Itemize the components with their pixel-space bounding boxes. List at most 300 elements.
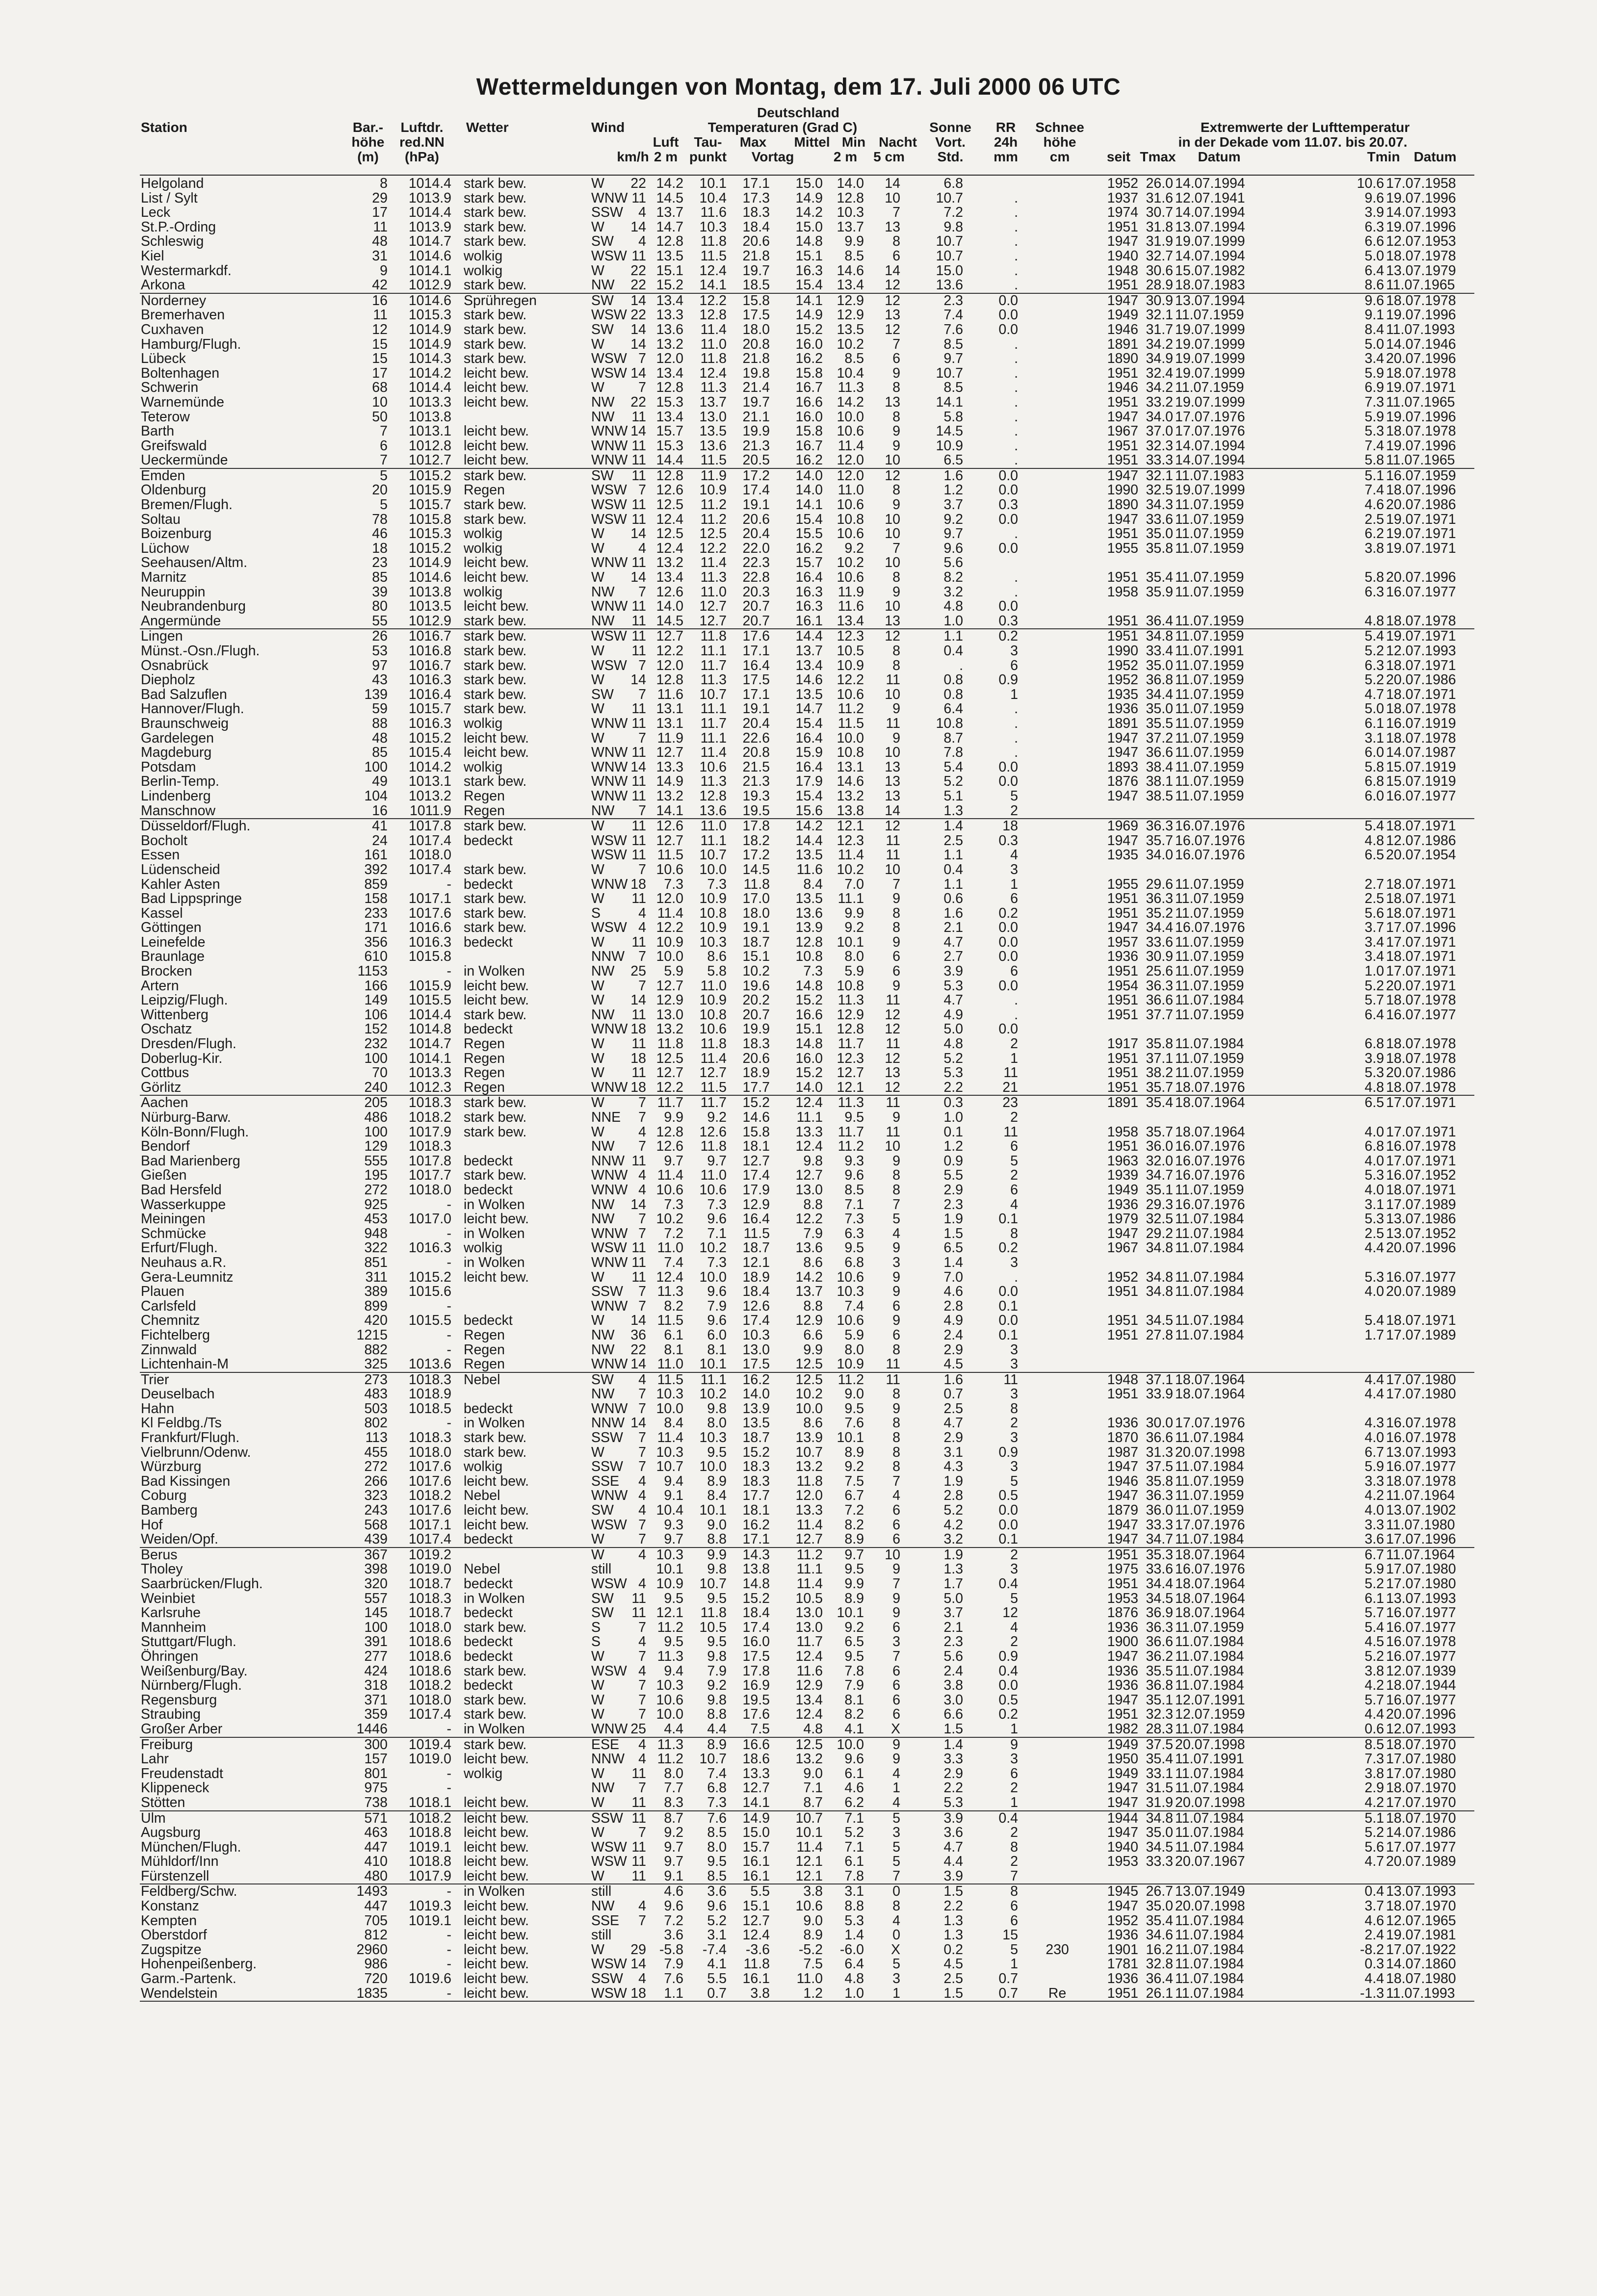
cell-tmax: 26.7	[1146, 1883, 1173, 1900]
cell-tmin: 3.7	[1364, 920, 1384, 936]
cell-min-5cm: 11	[886, 1036, 900, 1052]
cell-min-5cm: 10	[885, 745, 900, 761]
cell-min-5cm: 12	[885, 1050, 900, 1066]
cell-seit: 1947	[1107, 1825, 1138, 1841]
cell-min-5cm: 7	[892, 1196, 900, 1212]
cell-min-2m: 9.7	[844, 1547, 864, 1563]
cell-station: Leck	[141, 205, 171, 221]
cell-windrichtung: WNW	[591, 788, 628, 804]
cell-max-vortag: 22.6	[742, 730, 770, 746]
cell-mittel: 11.8	[796, 1473, 823, 1489]
cell-luftdruck: 1015.4	[408, 745, 451, 761]
cell-rr: .	[1014, 262, 1018, 279]
cell-luft-2m: 7.7	[664, 1780, 683, 1796]
cell-luftdruck: 1013.9	[408, 190, 451, 206]
cell-tmin: 4.0	[1364, 1182, 1384, 1198]
cell-sonne: 9.7	[943, 526, 963, 542]
cell-tmin-datum: 16.07.1977	[1386, 1459, 1456, 1475]
cell-rr: 0.4	[998, 1810, 1018, 1826]
cell-luftdruck: 1017.1	[408, 1517, 451, 1533]
cell-mittel: 12.4	[795, 1095, 823, 1111]
cell-min-2m: 7.6	[844, 1415, 864, 1431]
cell-mittel: 16.1	[795, 613, 823, 629]
cell-taupunkt: 7.3	[707, 1794, 727, 1810]
cell-sonne: 1.2	[943, 1138, 963, 1155]
cell-tmax: 35.5	[1146, 715, 1173, 731]
cell-wetter: in Wolken	[464, 963, 525, 980]
cell-max-vortag: 19.1	[742, 497, 770, 513]
cell-tmax-datum: 18.07.1964	[1175, 1095, 1245, 1111]
cell-tmin-datum: 18.07.1970	[1386, 1810, 1456, 1826]
table-row	[140, 556, 1474, 570]
cell-min-5cm: 13	[885, 613, 900, 629]
cell-windrichtung: NW	[591, 1898, 615, 1914]
cell-tmax: 33.4	[1146, 643, 1173, 659]
cell-barhoehe: 1835	[356, 1985, 388, 2001]
cell-tmin: 5.2	[1364, 672, 1384, 688]
cell-tmax: 32.5	[1146, 482, 1173, 498]
cell-windstaerke: 14	[630, 526, 646, 542]
cell-tmin-datum: 17.07.1980	[1386, 1371, 1456, 1388]
cell-rr: 0.0	[998, 467, 1018, 484]
cell-min-2m: 11.4	[838, 847, 864, 863]
cell-tmin: 3.1	[1364, 1196, 1384, 1212]
cell-tmax: 36.2	[1146, 1648, 1173, 1664]
cell-wetter: stark bew.	[464, 905, 527, 921]
cell-luftdruck: 1018.2	[408, 1677, 451, 1694]
cell-min-2m: 10.1	[837, 1605, 864, 1621]
cell-min-2m: 11.7	[838, 1124, 864, 1140]
cell-mittel: 12.5	[795, 1736, 823, 1753]
cell-tmax-datum: 11.07.1984	[1175, 1284, 1244, 1300]
cell-taupunkt: 10.6	[699, 759, 727, 775]
cell-min-5cm: 8	[892, 1898, 900, 1914]
cell-luft-2m: 11.2	[657, 1619, 683, 1635]
cell-windrichtung: WNW	[591, 715, 628, 731]
cell-luftdruck: 1015.7	[408, 497, 451, 513]
cell-tmax-datum: 11.07.1984	[1175, 992, 1244, 1008]
cell-tmin: 3.8	[1364, 1765, 1384, 1781]
cell-tmin: 2.4	[1364, 1927, 1384, 1943]
cell-mittel: 15.6	[795, 802, 823, 819]
cell-luftdruck: 1014.2	[408, 365, 451, 381]
cell-tmax: 34.4	[1146, 920, 1173, 936]
cell-max-vortag: 21.5	[742, 759, 770, 775]
cell-wetter: leicht bew.	[464, 992, 529, 1008]
cell-windstaerke: 11	[631, 701, 646, 717]
cell-station: Kempten	[141, 1912, 197, 1929]
cell-tmax: 38.1	[1146, 774, 1173, 790]
cell-schnee: Re	[1048, 1985, 1067, 2001]
cell-windstaerke: 7	[638, 730, 646, 746]
cell-barhoehe: 11	[373, 307, 388, 323]
cell-luft-2m: 11.5	[657, 1371, 683, 1388]
cell-tmin-datum: 13.07.1979	[1386, 262, 1456, 279]
cell-wetter: stark bew.	[464, 920, 527, 936]
cell-luftdruck: 1018.6	[408, 1663, 451, 1679]
cell-taupunkt: 11.1	[700, 701, 727, 717]
cell-seit: 1944	[1107, 1810, 1138, 1826]
cell-tmin-datum: 12.07.1986	[1386, 832, 1456, 849]
cell-taupunkt: 10.4	[699, 190, 727, 206]
cell-tmin: 5.2	[1364, 1825, 1384, 1841]
cell-luftdruck: 1019.0	[408, 1751, 451, 1767]
cell-tmax: 36.0	[1146, 1502, 1173, 1519]
cell-taupunkt: 9.8	[707, 1561, 727, 1577]
cell-seit: 1935	[1107, 847, 1138, 863]
cell-windrichtung: WNW	[591, 1356, 628, 1372]
cell-rr: 2	[1010, 1109, 1018, 1125]
cell-windstaerke: 11	[631, 891, 646, 907]
cell-seit: 1890	[1107, 497, 1138, 513]
cell-max-vortag: 17.6	[742, 1706, 770, 1723]
cell-mittel: 15.2	[795, 1065, 823, 1081]
cell-barhoehe: 391	[364, 1634, 388, 1650]
cell-min-2m: 11.7	[838, 1036, 864, 1052]
cell-taupunkt: 11.4	[700, 321, 727, 337]
cell-barhoehe: 882	[364, 1341, 388, 1358]
cell-windstaerke: 4	[638, 1898, 646, 1914]
cell-tmax-datum: 17.07.1976	[1175, 1517, 1245, 1533]
cell-max-vortag: 20.5	[742, 452, 770, 468]
cell-station: Aachen	[141, 1095, 188, 1111]
cell-luftdruck: 1019.2	[408, 1547, 451, 1563]
table-row	[140, 381, 1474, 395]
cell-rr: 0.0	[998, 292, 1018, 309]
cell-rr: .	[1014, 190, 1018, 206]
cell-tmin-datum: 16.07.1952	[1386, 1167, 1456, 1184]
cell-luftdruck: 1018.3	[408, 1430, 451, 1446]
cell-tmax-datum: 20.07.1998	[1175, 1736, 1245, 1753]
cell-seit: 1969	[1107, 818, 1138, 834]
table-row	[140, 993, 1474, 1008]
cell-mittel: 11.4	[796, 1839, 823, 1855]
cell-max-vortag: 17.1	[742, 686, 770, 702]
cell-station: Lindenberg	[141, 788, 211, 804]
cell-tmax: 36.6	[1146, 992, 1173, 1008]
cell-windstaerke: 18	[630, 876, 646, 892]
cell-windstaerke: 7	[638, 1138, 646, 1155]
cell-min-2m: 13.7	[837, 219, 864, 235]
cell-tmax-datum: 16.07.1976	[1175, 832, 1245, 849]
cell-windstaerke: 18	[630, 1985, 646, 2001]
cell-min-2m: 12.2	[837, 672, 864, 688]
cell-max-vortag: 17.0	[742, 891, 770, 907]
table-row	[140, 906, 1474, 921]
cell-luftdruck: 1018.8	[408, 1854, 451, 1870]
cell-taupunkt: 12.8	[699, 788, 727, 804]
cell-sonne: 2.2	[943, 1898, 963, 1914]
cell-min-2m: 11.3	[838, 992, 864, 1008]
cell-taupunkt: 10.6	[699, 1021, 727, 1037]
cell-tmax: 28.3	[1146, 1721, 1173, 1737]
cell-tmax-datum: 11.07.1959	[1175, 934, 1244, 950]
cell-luftdruck: -	[446, 1298, 451, 1314]
cell-tmax-datum: 11.07.1984	[1175, 1825, 1244, 1841]
cell-tmax: 30.7	[1146, 205, 1173, 221]
cell-tmin: 5.4	[1364, 1313, 1384, 1329]
cell-tmax: 34.8	[1146, 1810, 1173, 1826]
cell-wetter: leicht bew.	[464, 1825, 529, 1841]
cell-min-2m: 10.3	[837, 205, 864, 221]
cell-taupunkt: 10.1	[699, 176, 727, 191]
cell-windrichtung: NNE	[591, 1109, 621, 1125]
cell-windrichtung: W	[591, 1677, 604, 1694]
cell-tmax: 37.2	[1146, 730, 1173, 746]
cell-wetter: stark bew.	[464, 307, 527, 323]
cell-mittel: 14.9	[795, 307, 823, 323]
table-row	[140, 1416, 1474, 1431]
cell-seit: 1936	[1107, 1663, 1138, 1679]
cell-tmax-datum: 12.07.1941	[1175, 190, 1245, 206]
cell-windrichtung: SSW	[591, 1971, 623, 1987]
cell-windrichtung: NW	[591, 409, 615, 425]
cell-tmin-datum: 16.07.1977	[1386, 1269, 1456, 1285]
cell-min-2m: 8.2	[844, 1706, 864, 1723]
cell-seit: 1951	[1107, 365, 1138, 381]
cell-wetter: Regen	[464, 1341, 505, 1358]
cell-windrichtung: S	[591, 1634, 601, 1650]
cell-taupunkt: 10.9	[699, 482, 727, 498]
cell-barhoehe: 139	[364, 686, 388, 702]
cell-luftdruck: 1018.0	[408, 1182, 451, 1198]
cell-luftdruck: 1014.8	[408, 1021, 451, 1037]
cell-sonne: 5.2	[943, 774, 963, 790]
col-bar: Bar.-	[352, 120, 384, 135]
cell-tmin-datum: 17.07.1958	[1386, 176, 1456, 191]
cell-luft-2m: 12.7	[656, 832, 683, 849]
cell-rr: 0.0	[998, 1021, 1018, 1037]
cell-wetter: leicht bew.	[464, 730, 529, 746]
table-row	[140, 1445, 1474, 1460]
cell-taupunkt: 7.9	[707, 1663, 727, 1679]
cell-barhoehe: 12	[372, 321, 388, 337]
cell-max-vortag: 17.2	[742, 467, 770, 484]
cell-tmax-datum: 14.07.1994	[1175, 438, 1245, 454]
cell-tmin-datum: 18.07.1978	[1386, 1050, 1456, 1066]
cell-min-5cm: 6	[892, 1706, 900, 1723]
cell-tmin-datum: 20.07.1996	[1386, 569, 1456, 586]
cell-tmin-datum: 19.07.1971	[1386, 540, 1456, 556]
cell-windrichtung: WNW	[591, 452, 628, 468]
cell-sonne: 3.7	[943, 497, 963, 513]
cell-wetter: leicht bew.	[464, 978, 529, 994]
table-row	[140, 410, 1474, 425]
cell-max-vortag: 17.4	[742, 1619, 770, 1635]
cell-min-5cm: 13	[885, 394, 900, 410]
cell-mittel: 11.1	[796, 1109, 823, 1125]
cell-sonne: 3.7	[943, 1605, 963, 1621]
cell-luft-2m: 9.2	[664, 1825, 683, 1841]
cell-seit: 1951	[1107, 452, 1138, 468]
cell-tmax: 35.8	[1146, 1473, 1173, 1489]
cell-wetter: stark bew.	[464, 176, 527, 191]
cell-station: Kahler Asten	[141, 876, 220, 892]
cell-wetter: wolkig	[464, 526, 503, 542]
cell-min-2m: 9.9	[844, 1576, 864, 1592]
cell-tmax-datum: 11.07.1984	[1175, 1765, 1244, 1781]
cell-rr: 0.0	[998, 511, 1018, 527]
cell-luftdruck: 1017.9	[408, 1124, 451, 1140]
table-row	[140, 819, 1474, 834]
cell-luft-2m: 13.4	[656, 409, 683, 425]
cell-barhoehe: 802	[364, 1415, 388, 1431]
cell-tmax: 36.8	[1146, 672, 1173, 688]
cell-luftdruck: 1015.8	[408, 949, 451, 965]
cell-tmax-datum: 16.07.1976	[1175, 818, 1245, 834]
cell-min-5cm: 0	[892, 1927, 900, 1943]
cell-min-2m: 8.5	[844, 1182, 864, 1198]
cell-tmax: 34.0	[1146, 409, 1173, 425]
cell-windrichtung: NW	[591, 584, 615, 600]
cell-max-vortag: 15.0	[742, 1825, 770, 1841]
cell-station: Artern	[141, 978, 179, 994]
cell-luftdruck: 1019.3	[408, 1898, 451, 1914]
cell-windstaerke: 25	[630, 963, 646, 980]
col-5cm: 5 cm	[873, 149, 905, 164]
cell-taupunkt: 9.7	[707, 1153, 727, 1169]
cell-tmin-datum: 20.07.1986	[1386, 1065, 1456, 1081]
cell-sonne: 8.5	[943, 380, 963, 396]
cell-tmax-datum: 11.07.1959	[1175, 672, 1244, 688]
cell-seit: 1947	[1107, 511, 1138, 527]
cell-min-2m: 7.4	[844, 1298, 864, 1314]
cell-min-2m: 14.6	[837, 774, 864, 790]
cell-max-vortag: 20.4	[742, 715, 770, 731]
cell-luft-2m: 15.7	[656, 423, 683, 439]
cell-min-5cm: 1	[892, 1780, 900, 1796]
cell-windstaerke: 7	[638, 1225, 646, 1241]
cell-mittel: 12.8	[795, 934, 823, 950]
cell-min-2m: 7.0	[844, 876, 864, 892]
cell-station: Zugspitze	[141, 1941, 202, 1958]
cell-tmax-datum: 11.07.1959	[1175, 497, 1244, 513]
cell-taupunkt: 3.1	[707, 1927, 727, 1943]
cell-station: Weinbiet	[141, 1590, 195, 1606]
cell-tmin: 5.0	[1364, 701, 1384, 717]
cell-rr: .	[1014, 730, 1018, 746]
cell-taupunkt: 9.5	[707, 1854, 727, 1870]
cell-sonne: 1.6	[943, 1371, 963, 1388]
cell-mittel: 13.5	[795, 686, 823, 702]
cell-windrichtung: NW	[591, 1211, 615, 1227]
cell-rr: 3	[1010, 1751, 1018, 1767]
cell-tmax: 36.3	[1146, 1619, 1173, 1635]
cell-tmin-datum: 18.07.1971	[1386, 1313, 1456, 1329]
cell-max-vortag: 18.9	[742, 1065, 770, 1081]
cell-luftdruck: 1018.1	[408, 1794, 451, 1810]
cell-mittel: 13.7	[795, 1284, 823, 1300]
cell-luft-2m: 13.4	[656, 569, 683, 586]
cell-taupunkt: 11.5	[700, 248, 727, 264]
cell-wetter: wolkig	[464, 759, 503, 775]
cell-seit: 1890	[1107, 351, 1138, 367]
cell-luftdruck: 1015.9	[408, 482, 451, 498]
cell-wetter: stark bew.	[464, 1736, 527, 1753]
cell-sonne: 3.3	[943, 1751, 963, 1767]
cell-sonne: 1.4	[943, 1254, 963, 1270]
cell-tmin: 3.9	[1364, 1050, 1384, 1066]
cell-windstaerke: 14	[630, 423, 646, 439]
cell-min-2m: 9.5	[844, 1648, 864, 1664]
cell-barhoehe: 78	[372, 511, 388, 527]
cell-mittel: 16.0	[795, 1050, 823, 1066]
cell-seit: 1951	[1107, 1706, 1138, 1723]
cell-min-2m: 7.1	[844, 1810, 864, 1826]
cell-tmin: 5.2	[1364, 643, 1384, 659]
cell-windrichtung: NNW	[591, 1415, 625, 1431]
cell-barhoehe: 320	[364, 1576, 388, 1592]
cell-rr: 8	[1010, 1400, 1018, 1417]
cell-windstaerke: 7	[638, 1619, 646, 1635]
cell-station: List / Sylt	[141, 190, 198, 206]
cell-station: Bremerhaven	[141, 307, 225, 323]
cell-sonne: 13.6	[936, 277, 963, 293]
cell-barhoehe: 705	[364, 1912, 388, 1929]
cell-mittel: 13.0	[795, 1182, 823, 1198]
cell-barhoehe: 166	[364, 978, 388, 994]
table-row	[140, 921, 1474, 935]
table-row	[140, 1299, 1474, 1314]
cell-mittel: 16.4	[795, 569, 823, 586]
table-row	[140, 629, 1474, 644]
cell-windrichtung: WSW	[591, 511, 627, 527]
table-row	[140, 935, 1474, 950]
cell-max-vortag: 15.7	[742, 1839, 770, 1855]
cell-barhoehe: 46	[372, 526, 388, 542]
cell-min-2m: 10.2	[837, 861, 864, 877]
cell-taupunkt: 11.1	[700, 730, 727, 746]
cell-min-2m: 10.5	[837, 643, 864, 659]
table-row	[140, 1650, 1474, 1664]
cell-max-vortag: 11.8	[743, 876, 770, 892]
cell-wetter: in Wolken	[464, 1415, 525, 1431]
cell-min-2m: 12.8	[837, 1021, 864, 1037]
cell-rr: 0.5	[998, 1488, 1018, 1504]
cell-tmin: 4.4	[1364, 1386, 1384, 1402]
cell-taupunkt: 11.8	[700, 628, 727, 645]
cell-tmin: 4.7	[1364, 1854, 1384, 1870]
cell-sonne: 2.5	[943, 1971, 963, 1987]
cell-station: Berus	[141, 1547, 178, 1563]
cell-sonne: 1.5	[943, 1721, 963, 1737]
cell-min-2m: 4.1	[844, 1721, 864, 1737]
cell-luft-2m: 13.6	[656, 321, 683, 337]
cell-wetter: leicht bew.	[464, 1473, 529, 1489]
cell-min-2m: 1.0	[844, 1985, 864, 2001]
cell-luftdruck: 1015.2	[408, 730, 451, 746]
cell-rr: 0.2	[998, 905, 1018, 921]
table-row	[140, 1066, 1474, 1081]
cell-seit: 1947	[1107, 1531, 1138, 1548]
cell-mittel: 14.9	[795, 190, 823, 206]
cell-max-vortag: 19.1	[742, 701, 770, 717]
cell-tmin: 5.0	[1364, 248, 1384, 264]
cell-luft-2m: 12.6	[656, 818, 683, 834]
cell-windstaerke: 11	[631, 248, 646, 264]
cell-min-5cm: 1	[892, 1985, 900, 2001]
cell-luft-2m: 14.4	[656, 452, 683, 468]
cell-rr: .	[1014, 394, 1018, 410]
cell-windrichtung: NW	[591, 963, 615, 980]
cell-windstaerke: 4	[638, 1971, 646, 1987]
cell-barhoehe: 48	[372, 233, 388, 250]
cell-max-vortag: 17.8	[742, 818, 770, 834]
cell-windstaerke: 7	[638, 802, 646, 819]
cell-taupunkt: 9.6	[707, 1313, 727, 1329]
cell-seit: 1951	[1107, 526, 1138, 542]
cell-tmax: 36.4	[1146, 1971, 1173, 1987]
